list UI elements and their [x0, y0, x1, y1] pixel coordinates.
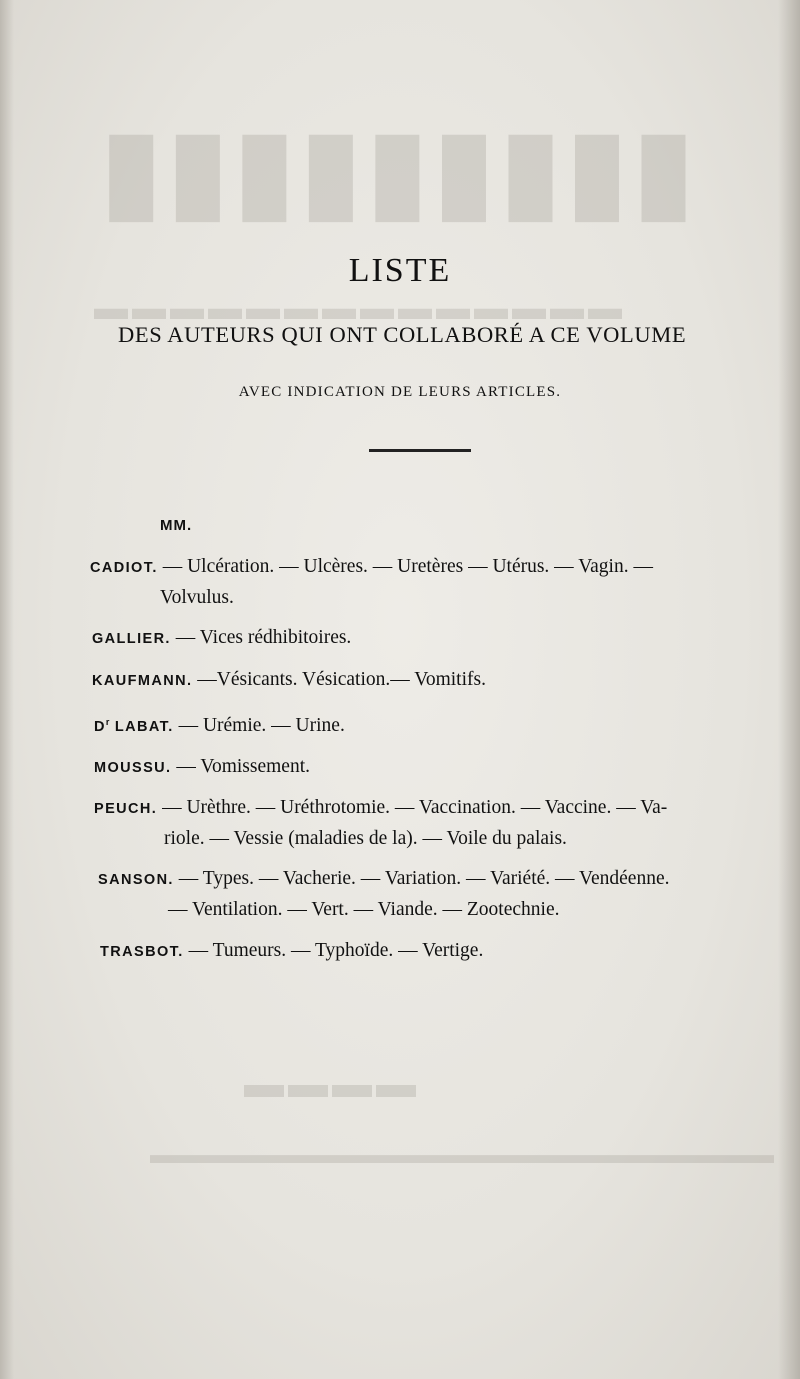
page-title: LISTE	[348, 252, 452, 289]
page-subtitle-secondary: AVEC INDICATION DE LEURS ARTICLES.	[238, 384, 562, 400]
author-entry-cadiot	[90, 552, 653, 613]
author-entry-kaufmann	[92, 665, 486, 696]
author-name: CADIOT.	[90, 560, 158, 576]
bleed-through-mark: ▬▬▬▬	[240, 1061, 416, 1106]
author-entry-gallier	[92, 623, 351, 654]
author-title-prefix: D	[94, 718, 106, 735]
author-name: TRASBOT.	[100, 944, 184, 960]
article-list: — Vices rédhibitoires.	[170, 627, 352, 648]
article-list: — Types. — Vacherie. — Variation. — Variété. — Vendéenne.	[173, 868, 670, 889]
article-list-continuation: riole. — Vessie (maladies de la). — Voile du palais.	[164, 828, 567, 849]
bleed-through-mark: ▮▮▮▮▮▮▮▮▮	[95, 109, 694, 231]
author-name	[94, 719, 174, 735]
bleed-through-mark: ▬▬▬▬▬▬▬▬▬▬▬▬▬▬▬▬▬▬▬▬▬▬▬▬	[150, 1140, 774, 1169]
author-entry-trasbot	[100, 936, 483, 967]
author-name: GALLIER.	[92, 631, 171, 647]
author-name: KAUFMANN.	[92, 673, 193, 689]
article-list: —Vésicants. Vésication.— Vomitifs.	[192, 669, 486, 690]
page-edge-shadow-left	[0, 0, 14, 1379]
article-list: — Ulcération. — Ulcères. — Uretères — Utérus. — Vagin. —	[157, 556, 653, 577]
bleed-through-mark: ▬▬▬▬▬▬▬▬▬▬▬▬▬▬	[90, 290, 622, 327]
page-subtitle: DES AUTEURS QUI ONT COLLABORÉ A CE VOLUME	[118, 322, 687, 347]
author-title-superscript: r	[105, 717, 110, 727]
author-name: PEUCH.	[94, 801, 158, 817]
divider-rule	[369, 449, 471, 452]
article-list: — Tumeurs. — Typhoïde. — Vertige.	[183, 940, 484, 961]
list-prefix: MM.	[160, 517, 193, 534]
author-entry-moussu	[94, 752, 310, 783]
author-name: MOUSSU.	[94, 760, 172, 776]
author-entry-peuch	[94, 793, 667, 854]
author-name: SANSON.	[98, 872, 174, 888]
article-list: — Urémie. — Urine.	[173, 714, 345, 736]
article-list: — Urèthre. — Uréthrotomie. — Vaccination. — Vaccine. — Va-	[157, 797, 668, 818]
author-surname: LABAT.	[109, 718, 174, 735]
author-entry-labat	[94, 707, 345, 742]
article-list: — Vomissement.	[171, 756, 310, 777]
article-list-continuation: — Ventilation. — Vert. — Viande. — Zootechnie.	[168, 899, 560, 920]
author-entry-sanson	[98, 864, 669, 925]
page-edge-shadow-right	[778, 0, 800, 1379]
article-list-continuation: Volvulus.	[160, 587, 234, 608]
